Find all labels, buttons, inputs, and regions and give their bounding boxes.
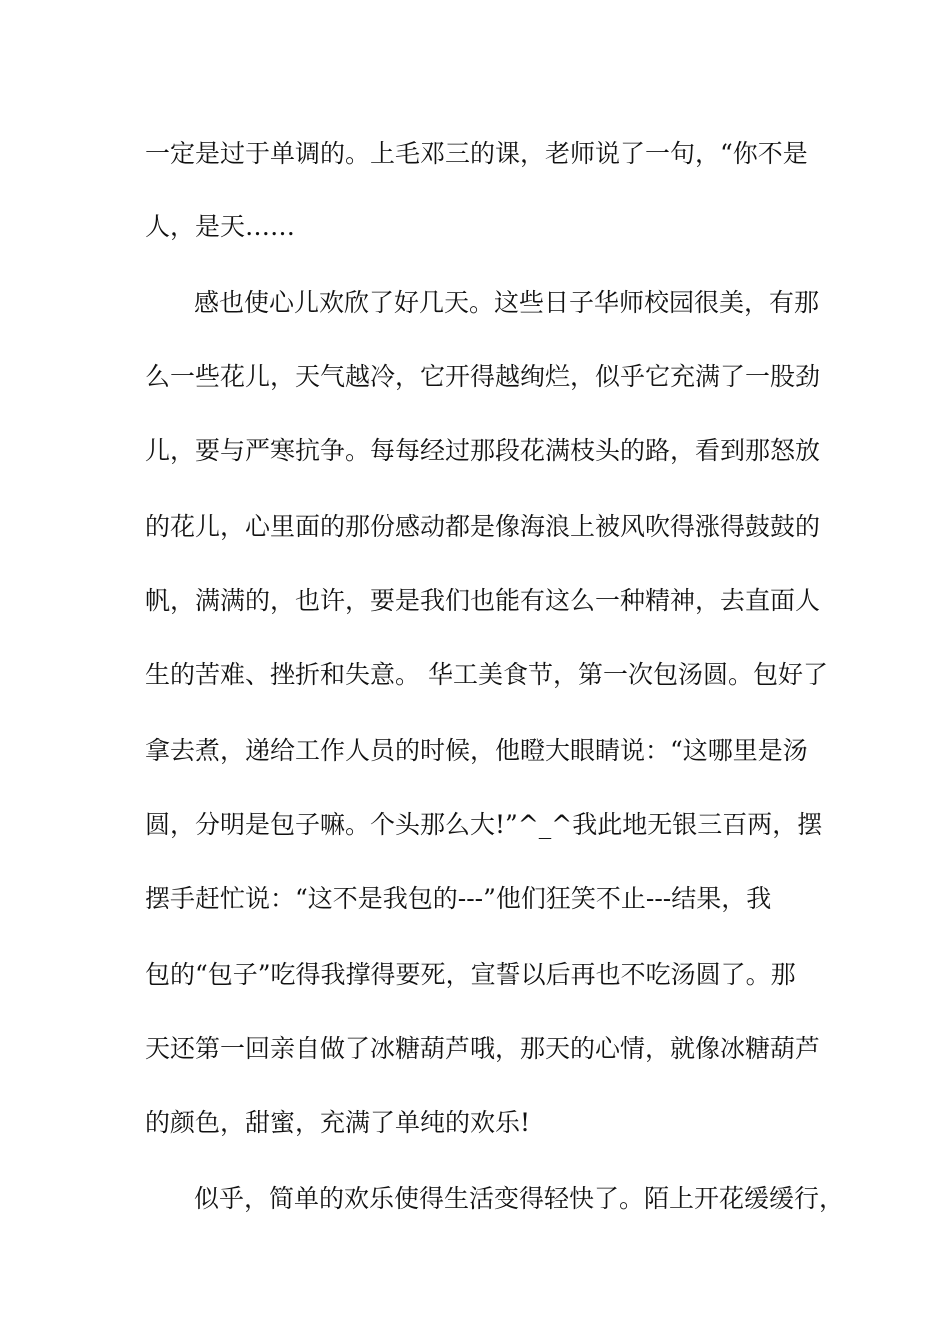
text-line-13: 天还第一回亲自做了冰糖葫芦哦，那天的心情，就像冰糖葫芦 [145,1034,821,1063]
text-line-14: 的颜色，甜蜜，充满了单纯的欢乐! [145,1108,531,1137]
text-line-4: 么一些花儿，天气越冷，它开得越绚烂，似乎它充满了一股劲 [145,362,821,391]
text-line-6: 的花儿，心里面的那份感动都是像海浪上被风吹得涨得鼓鼓的 [145,512,821,541]
text-line-9: 拿去煮，递给工作人员的时候，他瞪大眼睛说：“这哪里是汤 [145,736,808,765]
paragraph-3-line-1: 似乎，简单的欢乐使得生活变得轻快了。陌上开花缓缓行， [194,1184,845,1213]
text-line-5: 儿，要与严寒抗争。每每经过那段花满枝头的路，看到那怒放 [145,436,821,465]
text-line-12: 包的“包子”吃得我撑得要死，宣誓以后再也不吃汤圆了。那 [145,960,796,989]
text-line-8: 生的苦难、挫折和失意。 华工美食节，第一次包汤圆。包好了 [145,660,828,689]
text-line-2: 人，是天…… [145,212,296,241]
text-line-10: 圆，分明是包子嘛。个头那么大!”^_^我此地无银三百两，摆 [145,810,823,839]
text-line-7: 帆，满满的，也许，要是我们也能有这么一种精神，去直面人 [145,586,821,615]
paragraph-2-line-1: 感也使心儿欢欣了好几天。这些日子华师校园很美，有那 [194,288,820,317]
text-line-11: 摆手赶忙说：“这不是我包的---”他们狂笑不止---结果，我 [145,884,772,913]
text-line-1: 一定是过于单调的。上毛邓三的课，老师说了一句，“你不是 [145,139,808,168]
